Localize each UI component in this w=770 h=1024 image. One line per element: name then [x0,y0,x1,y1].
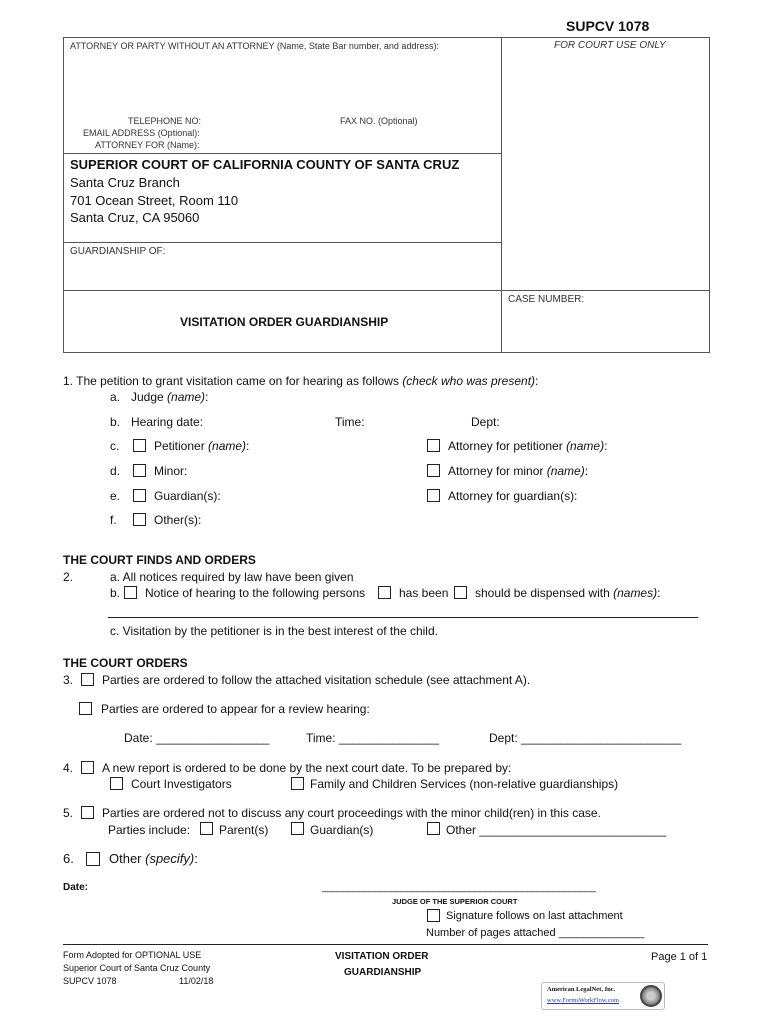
other-specify-checkbox[interactable] [86,852,100,866]
other-include-field[interactable]: Other ____________________________ [446,823,667,837]
telephone-label: TELEPHONE NO: [128,116,202,126]
signature-follows-label: Signature follows on last attachment [446,910,623,922]
item-2b-letter: b. [110,586,121,600]
court-city: Santa Cruz, CA 95060 [70,210,200,225]
no-discuss-checkbox[interactable] [81,806,94,819]
dispensed-label: should be dispensed with (names): [475,586,661,600]
section-3-heading: THE COURT ORDERS [63,656,188,670]
footer-title-line1: VISITATION ORDER [335,951,429,962]
form-title: VISITATION ORDER GUARDIANSHIP [180,315,389,329]
guardians-include-checkbox[interactable] [291,822,304,835]
footer-adopted: Form Adopted for OPTIONAL USE [63,950,202,960]
names-line[interactable] [108,617,698,618]
footer-date: 11/02/18 [179,976,214,986]
parties-include-label: Parties include: [108,823,191,837]
section-5-number: 5. [63,806,74,820]
caption-border-top [63,37,710,38]
has-been-checkbox[interactable] [378,586,391,599]
follow-schedule-label: Parties are ordered to follow the attached visitation schedule (see attachment A). [102,673,531,687]
court-use-only-label: FOR COURT USE ONLY [554,40,666,51]
attorney-guardians-label: Attorney for guardian(s): [448,489,578,503]
review-date-field[interactable]: Date: _________________ [124,731,270,745]
notices-given-text: a. All notices required by law have been given [110,570,354,584]
caption-divider-1 [63,153,502,154]
item-e-letter: e. [110,489,121,503]
best-interest-text: c. Visitation by the petitioner is in the best interest of the child. [110,624,438,638]
section-6-number: 6. [63,851,74,866]
item-c-letter: c. [110,439,120,453]
attorney-for-label: ATTORNEY FOR (Name): [95,140,200,150]
attorney-minor-label: Attorney for minor (name): [448,464,589,478]
form-id: SUPCV 1078 [566,18,650,34]
email-label: EMAIL ADDRESS (Optional): [83,128,200,138]
guardianship-of-label: GUARDIANSHIP OF: [70,246,166,257]
caption-divider-3 [63,290,710,291]
family-services-label: Family and Children Services (non-relative guardianships) [310,777,619,791]
attorney-petitioner-checkbox[interactable] [427,439,440,452]
signature-line[interactable]: ____________________________________________________ [322,882,596,893]
section-2-heading: THE COURT FINDS AND ORDERS [63,553,256,567]
hearing-date-label: Hearing date: [131,415,204,429]
judge-label: JUDGE OF THE SUPERIOR COURT [392,897,518,906]
hearing-dept-label: Dept: [471,415,500,429]
section-4-number: 4. [63,761,74,775]
attorney-minor-checkbox[interactable] [427,464,440,477]
caption-divider-vertical [501,37,502,353]
no-discuss-label: Parties are ordered not to discuss any court proceedings with the minor child(ren) in this case. [102,806,601,820]
new-report-checkbox[interactable] [81,761,94,774]
section-1-intro: 1. The petition to grant visitation came on for hearing as follows (check who was present): [63,374,539,388]
publisher-seal-icon [640,985,662,1007]
caption-border-right [709,37,710,353]
court-investigators-label: Court Investigators [131,777,232,791]
family-services-checkbox[interactable] [291,777,304,790]
notice-hearing-label: Notice of hearing to the following persons [145,586,366,600]
pages-attached-field[interactable]: Number of pages attached ______________ [426,927,645,939]
notice-hearing-checkbox[interactable] [124,586,137,599]
date-label: Date: [63,882,89,893]
section-3-number: 3. [63,673,74,687]
attorney-petitioner-label: Attorney for petitioner (name): [448,439,608,453]
other-specify-label: Other (specify): [109,851,198,866]
court-branch: Santa Cruz Branch [70,175,180,190]
petitioner-checkbox[interactable] [133,439,146,452]
minor-checkbox[interactable] [133,464,146,477]
publisher-link[interactable]: www.FormsWorkFlow.com [547,997,619,1004]
guardians-checkbox[interactable] [133,489,146,502]
item-d-letter: d. [110,464,121,478]
review-hearing-label: Parties are ordered to appear for a review hearing: [101,702,370,716]
other-include-checkbox[interactable] [427,822,440,835]
publisher-name: American LegalNet, Inc. [547,986,616,993]
caption-border-left [63,37,64,353]
court-investigators-checkbox[interactable] [110,777,123,790]
caption-border-bottom [63,352,710,353]
follow-schedule-checkbox[interactable] [81,673,94,686]
footer-rule [63,944,708,945]
court-street: 701 Ocean Street, Room 110 [70,193,239,208]
petitioner-label: Petitioner (name): [154,439,250,453]
hearing-time-label: Time: [335,415,365,429]
others-label: Other(s): [154,513,202,527]
others-checkbox[interactable] [133,513,146,526]
attorney-field[interactable] [70,52,498,112]
footer-court: Superior Court of Santa Cruz County [63,963,211,973]
fax-label: FAX NO. (Optional) [340,116,418,126]
review-time-field[interactable]: Time: _______________ [306,731,439,745]
review-hearing-checkbox[interactable] [79,702,92,715]
dispensed-checkbox[interactable] [454,586,467,599]
has-been-label: has been [399,586,449,600]
new-report-label: A new report is ordered to be done by the next court date. To be prepared by: [102,761,512,775]
review-dept-field[interactable]: Dept: ________________________ [489,731,682,745]
court-name: SUPERIOR COURT OF CALIFORNIA COUNTY OF SANTA CRUZ [70,157,460,172]
signature-follows-checkbox[interactable] [427,909,440,922]
item-a-letter: a. [110,390,121,404]
attorney-guardians-checkbox[interactable] [427,489,440,502]
footer-page: Page 1 of 1 [651,951,708,963]
guardians-include-label: Guardian(s) [310,823,374,837]
footer-title-line2: GUARDIANSHIP [344,967,422,978]
item-f-letter: f. [110,513,117,527]
attorney-label: ATTORNEY OR PARTY WITHOUT AN ATTORNEY (Name, State Bar number, and address): [70,41,439,51]
case-number-label: CASE NUMBER: [508,294,585,305]
guardians-label: Guardian(s): [154,489,221,503]
section-2-number: 2. [63,570,74,584]
caption-divider-2 [63,242,502,243]
item-b-letter: b. [110,415,121,429]
footer-form-id: SUPCV 1078 [63,976,117,986]
minor-label: Minor: [154,464,188,478]
parents-checkbox[interactable] [200,822,213,835]
parents-label: Parent(s) [219,823,269,837]
judge-label: Judge (name): [131,390,209,404]
